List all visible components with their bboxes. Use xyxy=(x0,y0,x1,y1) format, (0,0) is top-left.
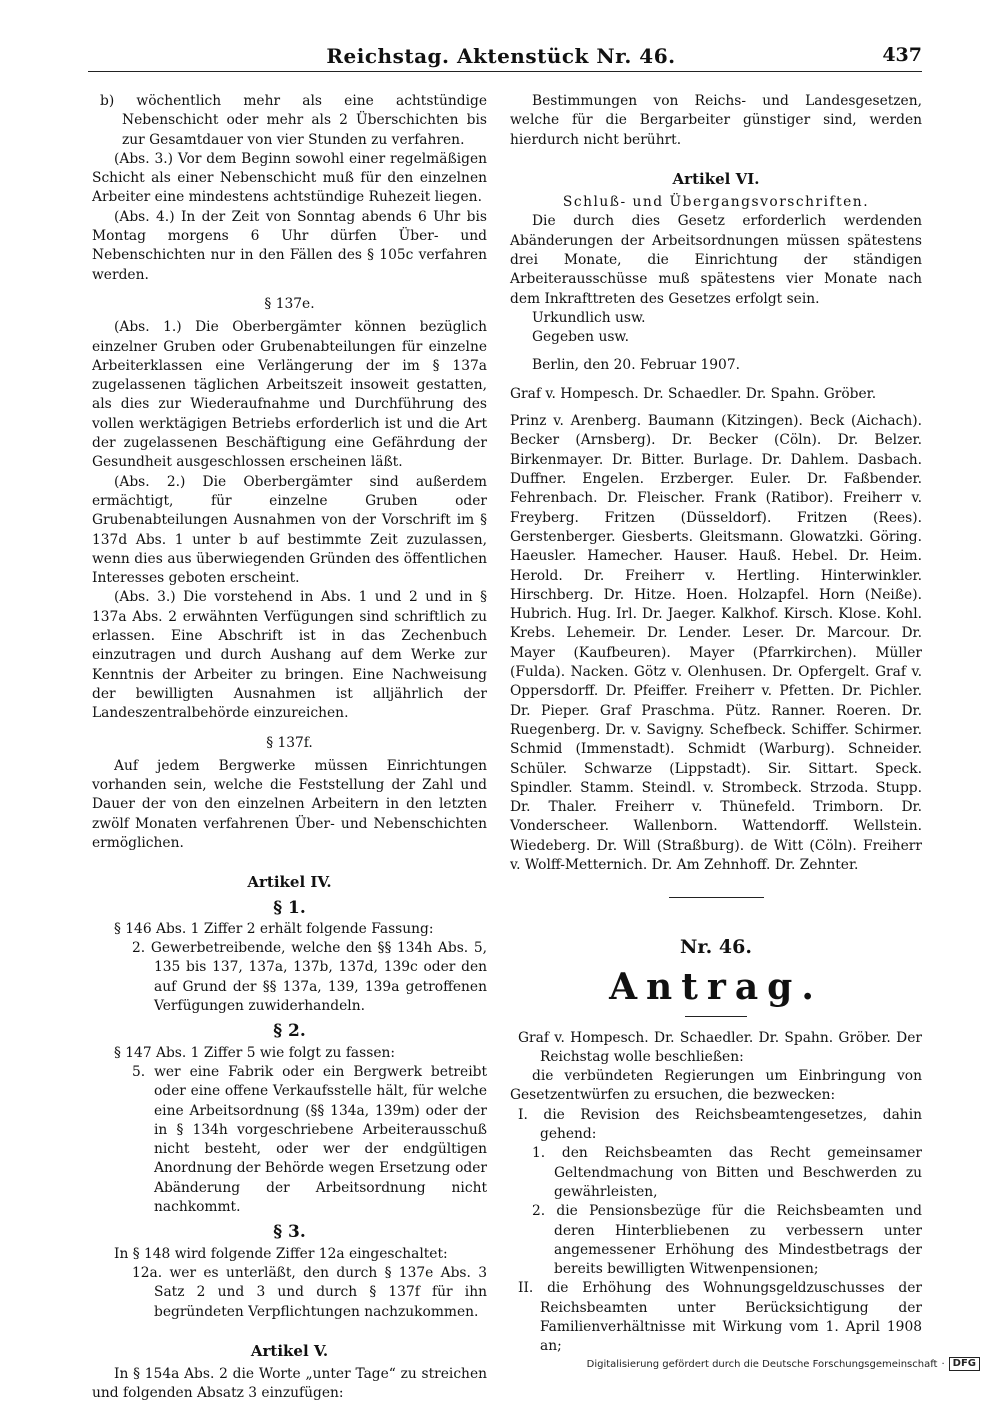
paragraph-heading: § 2. xyxy=(273,1021,306,1042)
footer-text: Digitalisierung gefördert durch die Deutsche Forschungsgemeinschaft xyxy=(586,1358,938,1370)
paragraph: die verbündeten Regierungen um Einbringung von Gesetzentwürfen zu ersuchen, die bezwecken: xyxy=(510,1068,922,1104)
paragraph: b) wöchentlich mehr als eine achtstündige Nebenschicht oder mehr als 2 Überschichten bis zur Gesamtdauer von vier Stunden zu verfahren. xyxy=(100,93,487,148)
right-column xyxy=(510,92,922,1357)
paragraph: (Abs. 2.) Die Oberbergämter sind außerdem ermächtigt, für einzelne Gruben oder Grubenabteilungen Ausnahmen von der Vorschrift im § 137d Abs. 1 unter b auf bestimmte Zeit zuzulassen, wenn dies aus überwiegenden Gründen des öffentlichen Interesses geboten erscheint. xyxy=(92,473,487,587)
paragraph: Auf jedem Bergwerke müssen Einrichtungen vorhanden sein, welche die Feststellung der Zahl und Dauer der von den einzelnen Arbeitern in den letzten zwölf Monaten verfahrenen Über- und Nebenschichten ermöglichen. xyxy=(92,757,487,851)
paragraph: I. die Revision des Reichsbeamtengesetzes, dahin gehend: xyxy=(518,1106,922,1143)
paragraph: 12a. wer es unterläßt, den durch § 137e Abs. 3 Satz 2 und 3 und durch § 137f für ihn begründeten Verpflichtungen nachzukommen. xyxy=(132,1264,487,1320)
article-heading: Artikel V. xyxy=(250,1341,329,1360)
paragraph: (Abs. 1.) Die Oberbergämter können bezüglich einzelner Gruben oder Grubenabteilungen für einzelne Arbeiterklassen eine Verlängerung der im § 137a zugelassenen täglichen Arbeitszeit insoweit gestatten, als dies zur Wiederaufnahme und Durchführung des vollen werktägigen Betriebs erforderlich ist und die Art der zugelassenen Beschäftigung eine Gefährdung der Gesundheit ausgeschlossen erscheinen läßt. xyxy=(92,319,487,471)
paragraph: (Abs. 3.) Die vorstehend in Abs. 1 und 2 und in § 137a Abs. 2 erwähnten Verfügungen sind schriftlich zu erlassen. Eine Abschrift ist in das Zechenbuch einzutragen und durch Aushang auf dem Werke zur Kenntnis der Arbeiter zu bringen. Eine Nachweisung der bewilligten Ausnahmen ist alljährlich der Landeszentralbehörde einzureichen. xyxy=(92,589,487,722)
page-number: 437 xyxy=(882,44,922,66)
paragraph: In § 148 wird folgende Ziffer 12a eingeschaltet: xyxy=(114,1245,448,1262)
paragraph: § 146 Abs. 1 Ziffer 2 erhält folgende Fassung: xyxy=(114,920,434,937)
divider xyxy=(685,1016,747,1017)
paragraph: II. die Erhöhung des Wohnungsgeldzuschusses der Reichsbeamten unter Berücksichtigung der Familienverhältnisse mit Wirkung vom 1. April 1908 an; xyxy=(518,1280,922,1355)
article-heading: Artikel IV. xyxy=(247,873,332,892)
paragraph: Urkundlich usw. xyxy=(532,309,646,326)
dfg-logo-icon: DFG xyxy=(949,1357,980,1371)
paragraph: 1. den Reichsbeamten das Recht gemeinsamer Geltendmachung von Bitten und Beschwerden zu gewährleisten, xyxy=(532,1145,922,1200)
paragraph: Graf v. Hompesch. Dr. Schaedler. Dr. Spahn. Gröber. Der Reichstag wolle beschließen: xyxy=(518,1029,922,1065)
paragraph: Gegeben usw. xyxy=(532,329,629,346)
date-line: Berlin, den 20. Februar 1907. xyxy=(532,356,740,373)
document-number: Nr. 46. xyxy=(680,936,752,959)
paragraph: Die durch dies Gesetz erforderlich werdenden Abänderungen der Arbeitsordnungen müssen spätestens drei Monate, die Einrichtung der ständigen Arbeiterausschüsse muß spätestens vier Monate nach dem Inkrafttreten des Gesetzes erfolgt sein. xyxy=(510,213,922,307)
paragraph: Bestimmungen von Reichs- und Landesgesetzen, welche für die Bergarbeiter günstiger sind, werden hierdurch nicht berührt. xyxy=(510,93,922,148)
section-heading: § 137f. xyxy=(266,734,313,751)
paragraph: 5. wer eine Fabrik oder ein Bergwerk betreibt oder eine offene Verkaufsstelle hält, für welche eine Arbeitsordnung (§§ 134a, 139m) oder der in § 134h vorgeschriebene Arbeiterausschuß nicht besteht, oder wer der endgültigen Anordnung der Behörde wegen Ersetzung oder Abänderung der Arbeitsordnung nicht nachkommt. xyxy=(132,1063,487,1216)
header-rule xyxy=(88,71,922,72)
subheading: Schluß- und Übergangsvorschriften. xyxy=(562,194,870,211)
document-title: Antrag. xyxy=(609,965,823,1008)
paragraph: (Abs. 3.) Vor dem Beginn sowohl einer regelmäßigen Schicht als einer Nebenschicht muß für den einzelnen Arbeiter eine mindestens achtstündige Ruhezeit liegen. xyxy=(92,150,487,206)
signatories-lead: Graf v. Hompesch. Dr. Schaedler. Dr. Spahn. Gröber. xyxy=(510,385,877,402)
footer: Digitalisierung gefördert durch die Deutsche Forschungsgemeinschaft · DFG xyxy=(587,1357,980,1371)
paragraph: 2. Gewerbetreibende, welche den §§ 134h Abs. 5, 135 bis 137, 137a, 137b, 137d, 139c oder den auf Grund der §§ 137a, 139, 139a getroffenen Verfügungen zuwiderhandeln. xyxy=(132,940,487,1015)
paragraph: In § 154a Abs. 2 die Worte „unter Tage“ zu streichen und folgenden Absatz 3 einzufügen: xyxy=(92,1366,487,1402)
paragraph: (Abs. 4.) In der Zeit von Sonntag abends 6 Uhr bis Montag morgens 6 Uhr dürfen Über- und Nebenschichten nur in den Fällen des § 105c verfahren werden. xyxy=(92,208,487,283)
paragraph-heading: § 1. xyxy=(273,897,306,918)
article-heading: Artikel VI. xyxy=(672,169,760,188)
divider xyxy=(669,897,764,898)
signatories-list: Prinz v. Arenberg. Baumann (Kitzingen). Beck (Aichach). Becker (Arnsberg). Dr. Becker (Cöln). Dr. Belzer. Birkenmayer. Dr. Bitter. Burlage. Dr. Dahlem. Dasbach. Duffner. Engelen. Erzberger. Euler. Dr. Faßbender. Fehrenbach. Dr. Fleischer. Frank (Ratibor). Freiherr v. Freyberg. Fritzen (Düsseldorf). Fritzen (Rees). Gerstenberger. Giesberts. Gleitsmann. Glowatzki. Göring. Haeusler. Hamecher. Hauser. Hauß. Hebel. Dr. Heim. Herold. Dr. Freiherr v. Hertling. Hinterwinkler. Hirschberg. Dr. Hitze. Hoen. Holzapfel. Horn (Neiße). Hubrich. Hug. Irl. Dr. Jaeger. Kalkhof. Kirsch. Klose. Kohl. Krebs. Lehemeir. Dr. Lender. Leser. Dr. Marcour. Dr. Mayer (Kaufbeuren). Mayer (Pfarrkirchen). Müller (Fulda). Nacken. Götz v. Olenhusen. Dr. Opfergelt. Graf v. Oppersdorff. Dr. Pfeiffer. Freiherr v. Pfetten. Dr. Pichler. Dr. Pieper. Graf Praschma. Pütz. Ranner. Roeren. Dr. Ruegenberg. Dr. v. Savigny. Schefbeck. Schiffer. Schirmer. Schmid (Immenstadt). Schmidt (Warburg). Schneider. Schüler. Schwarze (Lippstadt). Sir. Sittart. Speck. Spindler. Stamm. Steindl. v. Strombeck. Strzoda. Stupp. Dr. Thaler. Freiherr v. Thünefeld. Trimborn. Dr. Vonderscheer. Wallenborn. Wattendorff. Wellstein. Wiedeberg. Dr. Will (Straßburg). de Witt (Cöln). Freiherr v. Wolff-Metternich. Dr. Am Zehnhoff. Dr. Zehnter. xyxy=(510,413,922,873)
section-heading: § 137e. xyxy=(264,295,315,312)
paragraph-heading: § 3. xyxy=(273,1222,306,1243)
running-title: Reichstag. Aktenstück Nr. 46. xyxy=(326,44,676,68)
paragraph: § 147 Abs. 1 Ziffer 5 wie folgt zu fassen: xyxy=(114,1044,396,1061)
page-header xyxy=(80,42,922,72)
left-column xyxy=(92,92,487,1404)
paragraph: 2. die Pensionsbezüge für die Reichsbeamten und deren Hinterbliebenen zu verbessern unter angemessener Erhöhung des Mindestbetrags der bereits bewilligten Witwenpensionen; xyxy=(532,1203,922,1278)
